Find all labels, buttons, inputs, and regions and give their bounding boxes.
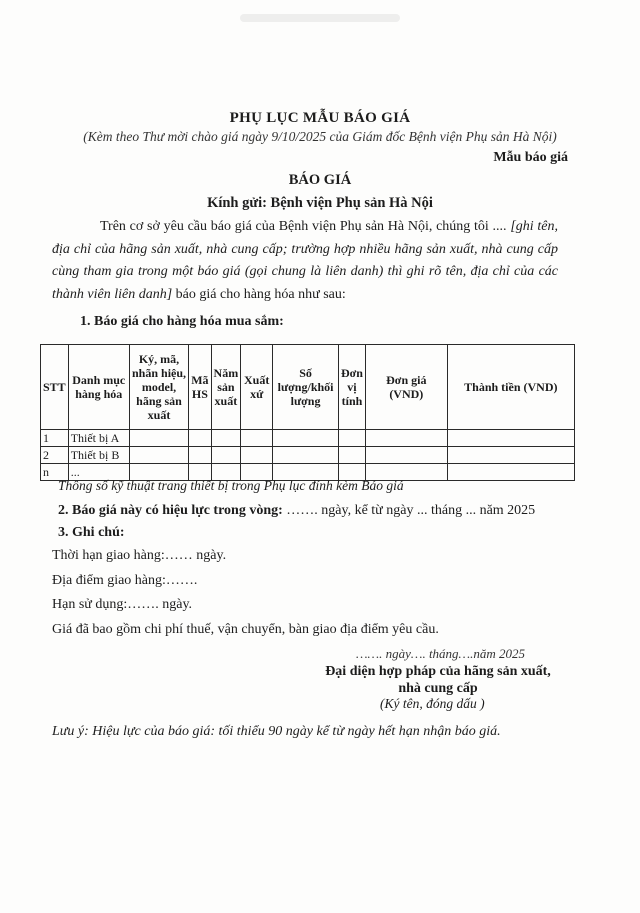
table-cell xyxy=(273,447,339,464)
table-cell: 1 xyxy=(41,430,69,447)
appendix-subtitle: (Kèm theo Thư mời chào giá ngày 9/10/2025 của Giám đốc Bệnh viện Phụ sản Hà Nội) xyxy=(83,129,557,144)
col-header: Đơn giá (VND) xyxy=(365,345,447,430)
table-cell xyxy=(211,430,241,447)
technical-specs-note: Thông số kỹ thuật trang thiết bị trong Phụ lục đính kèm Báo giá xyxy=(58,478,404,493)
validity-note: Lưu ý: Hiệu lực của báo giá: tối thiểu 90 ngày kể từ ngày hết hạn nhận báo giá. xyxy=(52,724,501,739)
table-row xyxy=(41,430,575,447)
col-header: Số lượng/khối lượng xyxy=(273,345,339,430)
signature-date: ……. ngày…. tháng….năm 2025 xyxy=(356,646,526,661)
col-header: Danh mục hàng hóa xyxy=(68,345,129,430)
table-cell xyxy=(189,447,211,464)
scan-artifact xyxy=(240,14,400,22)
table-cell xyxy=(365,447,447,464)
table-cell xyxy=(129,430,188,447)
table-cell: Thiết bị A xyxy=(68,430,129,447)
signature-title-line2: nhà cung cấp xyxy=(398,681,478,696)
table-cell xyxy=(365,430,447,447)
table-cell xyxy=(273,430,339,447)
table-cell xyxy=(241,430,273,447)
section-2-text: ……. ngày, kể từ ngày ... tháng ... năm 2025 xyxy=(282,503,536,518)
col-header: Thành tiền (VND) xyxy=(447,345,574,430)
col-header: Năm sản xuất xyxy=(211,345,241,430)
table-cell: 2 xyxy=(41,447,69,464)
table-cell xyxy=(447,430,574,447)
table-cell xyxy=(447,464,574,481)
table-cell xyxy=(447,447,574,464)
note-delivery-location: Địa điểm giao hàng:……. xyxy=(52,573,198,588)
table-cell xyxy=(241,447,273,464)
note-expiry: Hạn sử dụng:……. ngày. xyxy=(52,597,193,612)
section-3-heading: 3. Ghi chú: xyxy=(58,525,125,540)
signature-instruction: (Ký tên, đóng dấu ) xyxy=(380,696,485,711)
section-2-label: 2. Báo giá này có hiệu lực trong vòng: xyxy=(58,503,283,518)
signature-title-line1: Đại diện hợp pháp của hãng sản xuất, xyxy=(325,664,551,679)
table-cell: Thiết bị B xyxy=(68,447,129,464)
quote-table xyxy=(40,344,575,481)
form-label: Mẫu báo giá xyxy=(493,150,568,165)
col-header: Xuất xứ xyxy=(241,345,273,430)
section-2-validity xyxy=(58,503,535,519)
table-cell: ... xyxy=(68,464,129,481)
document-heading: BÁO GIÁ xyxy=(288,172,352,188)
signature-title xyxy=(318,663,558,697)
table-cell xyxy=(189,430,211,447)
table-cell xyxy=(338,430,365,447)
appendix-title: PHỤ LỤC MẪU BÁO GIÁ xyxy=(229,110,411,126)
intro-lead: Trên cơ sở yêu cầu báo giá của Bệnh viện Phụ sản Hà Nội, chúng tôi .... xyxy=(100,219,511,234)
note-price-inclusion: Giá đã bao gồm chi phí thuế, vận chuyển, bàn giao địa điểm yêu cầu. xyxy=(52,622,439,637)
addressee: Kính gửi: Bệnh viện Phụ sản Hà Nội xyxy=(207,195,433,211)
intro-tail: báo giá cho hàng hóa như sau: xyxy=(172,286,346,302)
table-row xyxy=(41,447,575,464)
col-header: Đơn vị tính xyxy=(338,345,365,430)
note-delivery-time: Thời hạn giao hàng:…… ngày. xyxy=(52,548,227,563)
col-header: STT xyxy=(41,345,69,430)
table-cell xyxy=(338,447,365,464)
intro-placeholder: [ghi tên, địa chỉ của hãng sản xuất, nhà cung cấp; trường hợp nhiều hãng sản xuất, nhà cung cấp cùng tham gia trong một báo giá (gọi chung là liên danh) thì ghi rõ tên, địa chỉ của các thành viên liên danh] xyxy=(52,219,558,302)
section-1-heading: 1. Báo giá cho hàng hóa mua sắm: xyxy=(80,314,284,329)
table-cell: n xyxy=(41,464,69,481)
table-cell xyxy=(211,447,241,464)
col-header: Mã HS xyxy=(189,345,211,430)
table-header-row xyxy=(41,345,575,430)
table-cell xyxy=(129,447,188,464)
col-header: Ký, mã, nhãn hiệu, model, hãng sản xuất xyxy=(129,345,188,430)
intro-paragraph xyxy=(52,216,558,306)
